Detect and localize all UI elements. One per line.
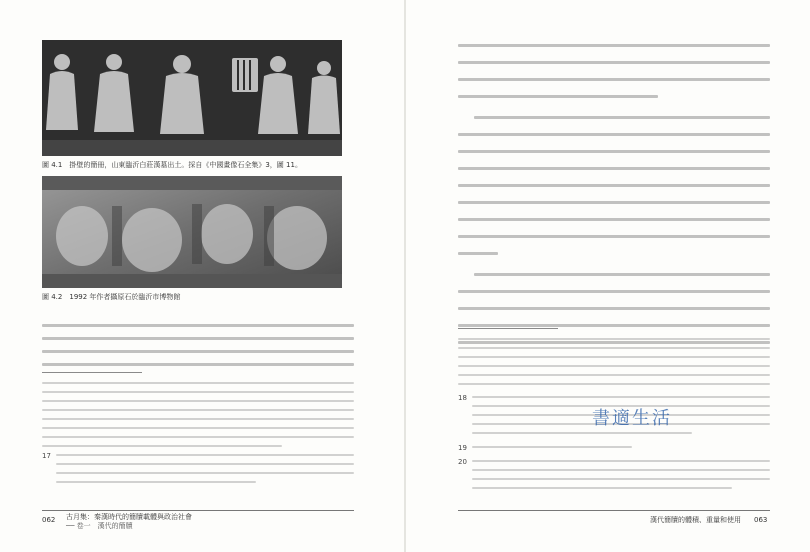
left-running-footer: [66, 513, 192, 531]
right-footnote-19: [472, 446, 770, 455]
footnote-rule: [42, 372, 142, 373]
right-footnote-rule: [458, 328, 558, 329]
left-footnote-17: [56, 454, 354, 490]
figure-4-2-caption: 圖 4.2 1992 年作者攝原石於臨沂市博物館: [42, 293, 181, 301]
left-page-number: 062: [42, 516, 56, 524]
left-footer-rule: [42, 510, 354, 511]
series-title: 古月集：秦漢時代的簡牘載體與政治社會: [66, 513, 192, 521]
right-footnote-20: [472, 460, 770, 496]
footnote-number: 17: [42, 452, 51, 460]
right-running-head: 漢代簡牘的體積、重量和使用: [650, 516, 741, 524]
footnote-number-20: 20: [458, 458, 467, 466]
figure-4-1-caption: 圖 4.1 掛壁的簡冊，山東臨沂白莊漢墓出土。採自《中國畫像石全集》3，圖 11。: [42, 161, 302, 169]
left-page: [0, 0, 404, 552]
figure-4-1-rubbing-image: [42, 40, 342, 156]
figure-4-2-stone-photo: [42, 176, 342, 288]
publisher-watermark: 書適生活: [592, 408, 672, 429]
series-subtitle: ── 卷一 漢代的簡牘: [66, 522, 133, 530]
footnote-number-19: 19: [458, 444, 467, 452]
right-page: [406, 0, 810, 552]
footnote-number-18: 18: [458, 394, 467, 402]
right-page-number: 063: [754, 516, 768, 524]
right-footnote-continued: [458, 338, 770, 392]
right-body-text: [458, 44, 770, 358]
left-footnotes: [42, 382, 354, 454]
left-body-text: [42, 324, 354, 376]
right-footer-rule: [458, 510, 770, 511]
